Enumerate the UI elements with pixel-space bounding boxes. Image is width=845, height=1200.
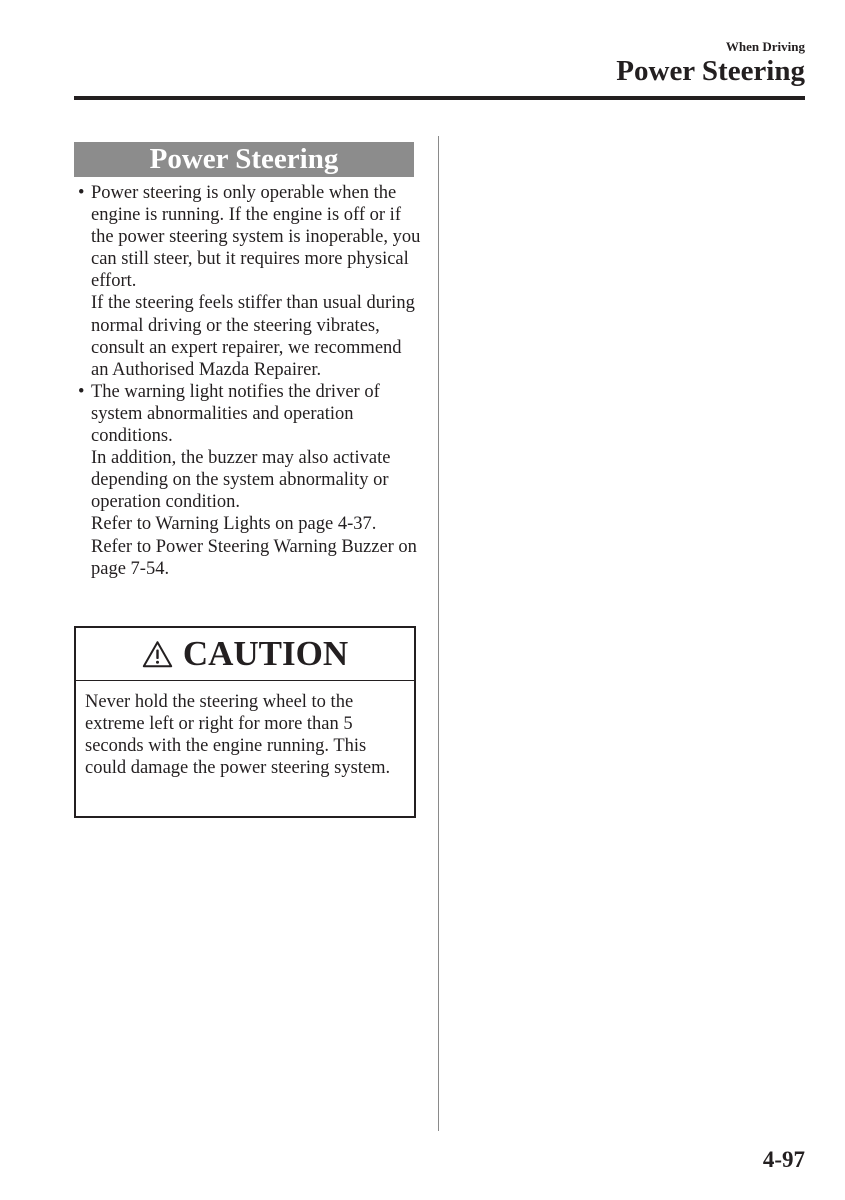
paragraph: If the steering feels stiffer than usual during normal driving or the steering vibrates, consult an expert repairer, we recommend an Authorised Mazda Repairer. (91, 293, 415, 380)
caution-box (74, 626, 416, 818)
list-item (78, 182, 423, 381)
bullet-list (78, 182, 423, 580)
column-divider (438, 136, 439, 1131)
paragraph: The warning light notifies the driver of system abnormalities and operation conditions. (91, 381, 380, 447)
caution-title: CAUTION (182, 634, 349, 673)
chapter-label: When Driving (725, 39, 805, 54)
warning-triangle-icon (142, 640, 173, 668)
list-item (78, 381, 423, 580)
caution-header (76, 628, 414, 681)
bullet-symbol: • (78, 183, 85, 203)
buzzer-reference: Refer to Power Steering Warning Buzzer on page 7-54. (91, 536, 417, 579)
section-heading: Power Steering (74, 142, 414, 177)
header-rule (74, 96, 805, 100)
paragraph: In addition, the buzzer may also activate depending on the system abnormality or operation condition. (91, 448, 391, 513)
page-header-title: Power Steering (616, 55, 805, 87)
warning-lights-reference: Refer to Warning Lights on page 4-37. (91, 514, 377, 535)
bullet-symbol: • (78, 381, 85, 402)
page-number: 4-97 (762, 1147, 805, 1172)
caution-text: Never hold the steering wheel to the extreme left or right for more than 5 seconds with the engine running. This could damage the power steering system. (85, 692, 391, 779)
paragraph: Power steering is only operable when the engine is running. If the engine is off or if the power steering system is inoperable, you can still steer, but it requires more physical effort. (91, 183, 421, 292)
